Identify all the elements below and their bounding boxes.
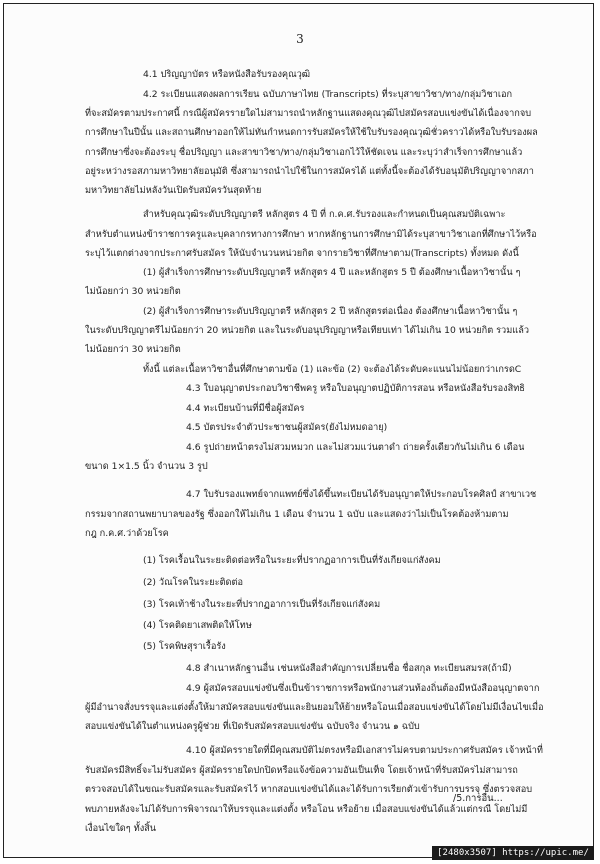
text-line: 4.3 ใบอนุญาตประกอบวิชาชีพครู หรือใบอนุญาตปฏิบัติการสอน หรือหนังสือรับรองสิทธิ bbox=[186, 383, 525, 394]
image-size-watermark: [2480x3507] https://upic.me/ bbox=[432, 846, 594, 860]
text-line: ตรวจสอบได้ในขณะรับสมัครและรับสมัครไว้ หากสอบแข่งขันได้และได้รับการเรียกตัวเข้ารับการบรรจุ ซึ่งตรวจสอบ bbox=[85, 784, 533, 795]
text-line: (2) ผู้สำเร็จการศึกษาระดับปริญญาตรี หลักสูตร 2 ปี หลักสูตรต่อเนื่อง ต้องศึกษาเนื้อหาวิชานั้น ๆ bbox=[143, 306, 518, 317]
text-line: 4.7 ใบรับรองแพทย์จากแพทย์ซึ่งได้ขึ้นทะเบียนได้รับอนุญาตให้ประกอบโรคศิลป์ สาขาเวช bbox=[186, 489, 537, 500]
page-number: 3 bbox=[296, 32, 304, 46]
text-line: การศึกษาในปีนั้น และสถานศึกษาออกให้ไม่ทันกำหนดการรับสมัครให้ใช้ใบรับรองคุณวุฒิชั่วคราวได้หรือใบรับรองผล bbox=[85, 127, 538, 138]
text-line: อยู่ระหว่างรอสภามหาวิทยาลัยอนุมัติ ซึ่งสามารถนำไปใช้ในการสมัครได้ แต่ทั้งนี้จะต้องได้รับอนุมัติปริญญาจากสภา bbox=[85, 166, 534, 177]
text-line: 4.6 รูปถ่ายหน้าตรงไม่สวมหมวก และไม่สวมแว่นตาดำ ถ่ายครั้งเดียวกันไม่เกิน 6 เดือน bbox=[186, 442, 525, 453]
text-line: (2) วัณโรคในระยะติดต่อ bbox=[143, 577, 244, 588]
text-line: การศึกษาซึ่งจะต้องระบุ ชื่อปริญญา และสาขาวิชา/ทาง/กลุ่มวิชาเอกไว้ให้ชัดเจน และระบุว่าสำเร็จการศึกษาแล้ว bbox=[85, 147, 523, 158]
text-line: 4.1 ปริญญาบัตร หรือหนังสือรับรองคุณวุฒิ bbox=[143, 69, 311, 80]
text-line: 4.5 บัตรประจำตัวประชาชนผู้สมัคร(ยังไม่หมดอายุ) bbox=[186, 422, 388, 433]
text-line: กรรมจากสถานพยาบาลของรัฐ ซึ่งออกให้ไม่เกิน 1 เดือน จำนวน 1 ฉบับ และแสดงว่าไม่เป็นโรคต้องห้ามตาม bbox=[85, 509, 509, 520]
text-line: ขนาด 1×1.5 นิ้ว จำนวน 3 รูป bbox=[85, 461, 208, 472]
text-line: พบภายหลังจะไม่ได้รับการพิจารณาให้บรรจุและแต่งตั้ง หรือโอน หรือย้าย เมื่อสอบแข่งขันได้แล้วแต่กรณี โดยไม่มี bbox=[85, 804, 528, 815]
text-line: 4.8 สำเนาหลักฐานอื่น เช่นหนังสือสำคัญการเปลี่ยนชื่อ ชื่อสกุล ทะเบียนสมรส(ถ้ามี) bbox=[186, 663, 512, 674]
text-line: 4.9 ผู้สมัครสอบแข่งขันซึ่งเป็นข้าราชการหรือพนักงานส่วนท้องถิ่นต้องมีหนังสืออนุญาตจาก bbox=[186, 683, 540, 694]
text-line: (1) โรคเรื้อนในระยะติดต่อหรือในระยะที่ปรากฏอาการเป็นที่รังเกียจแก่สังคม bbox=[143, 555, 441, 566]
text-line: ผู้มีอำนาจสั่งบรรจุและแต่งตั้งให้มาสมัครสอบแข่งขันและยินยอมให้ย้ายหรือโอนเมื่อสอบแข่งขันได้โดยไม่มีเงื่อนไขเมื่อ bbox=[85, 702, 544, 713]
text-line: 4.4 ทะเบียนบ้านที่มีชื่อผู้สมัคร bbox=[186, 403, 305, 414]
text-line: ไม่น้อยกว่า 30 หน่วยกิต bbox=[85, 286, 181, 297]
text-line: ในระดับปริญญาตรีไม่น้อยกว่า 20 หน่วยกิต และในระดับอนุปริญญาหรือเทียบเท่า ได้ไม่เกิน 10 หน่วยกิต รวมแล้ว bbox=[85, 325, 529, 336]
continuation-note: /5.การอื่น... bbox=[453, 793, 503, 804]
text-line: กฎ ก.ค.ศ.ว่าด้วยโรค bbox=[85, 528, 169, 539]
text-line: เงื่อนไขใดๆ ทั้งสิ้น bbox=[85, 823, 157, 834]
text-line: 4.10 ผู้สมัครรายใดที่มีคุณสมบัติไม่ตรงหรือมีเอกสารไม่ครบตามประกาศรับสมัคร เจ้าหน้าที่ bbox=[186, 745, 543, 756]
text-line: (4) โรคติดยาเสพติดให้โทษ bbox=[143, 620, 252, 631]
text-line: สอบแข่งขันได้ในตำแหน่งครูผู้ช่วย ที่เปิดรับสมัครสอบแข่งขัน ฉบับจริง จำนวน ๑ ฉบับ bbox=[85, 721, 420, 732]
text-line: ที่จะสมัครตามประกาศนี้ กรณีผู้สมัครรายใดไม่สามารถนำหลักฐานแสดงคุณวุฒิไปสมัครสอบแข่งขันได้เนื่องจากจบ bbox=[85, 108, 532, 119]
text-line: ทั้งนี้ แต่ละเนื้อหาวิชาอื่นที่ศึกษาตามข้อ (1) และข้อ (2) จะต้องได้ระดับคะแนนไม่น้อยกว่าเกรดC bbox=[143, 364, 522, 375]
text-line: รับสมัครมีสิทธิ์จะไม่รับสมัคร ผู้สมัครรายใดปกปิดหรือแจ้งข้อความอันเป็นเท็จ โดยเจ้าหน้าที่รับสมัครไม่สามารถ bbox=[85, 765, 518, 776]
text-line: สำหรับคุณวุฒิระดับปริญญาตรี หลักสูตร 4 ปี ที่ ก.ค.ศ.รับรองและกำหนดเป็นคุณสมบัติเฉพาะ bbox=[143, 209, 506, 220]
text-line: สำหรับตำแหน่งข้าราชการครูและบุคลากรทางการศึกษา หากหลักฐานการศึกษามิได้ระบุสาขาวิชาเอกที่ศึกษาไว้หรือ bbox=[85, 229, 537, 240]
text-line: ระบุไว้แตกต่างจากประกาศรับสมัคร ให้นับจำนวนหน่วยกิต จากรายวิชาที่ศึกษาตาม(Transcripts) ทั้งหมด ดังนี้ bbox=[85, 248, 519, 259]
text-line: ไม่น้อยกว่า 30 หน่วยกิต bbox=[85, 344, 181, 355]
text-line: มหาวิทยาลัยไม่หลังวันเปิดรับสมัครวันสุดท้าย bbox=[85, 185, 262, 196]
text-line: (1) ผู้สำเร็จการศึกษาระดับปริญญาตรี หลักสูตร 4 ปี และหลักสูตร 5 ปี ต้องศึกษาเนื้อหาวิชานั้น ๆ bbox=[143, 267, 521, 278]
text-line: (5) โรคพิษสุราเรื้อรัง bbox=[143, 641, 226, 652]
text-line: 4.2 ระเบียนแสดงผลการเรียน ฉบับภาษาไทย (Transcripts) ที่ระบุสาขาวิชา/ทาง/กลุ่มวิชาเอก bbox=[143, 89, 513, 100]
text-line: (3) โรคเท้าช้างในระยะที่ปรากฏอาการเป็นที่รังเกียจแก่สังคม bbox=[143, 599, 381, 610]
